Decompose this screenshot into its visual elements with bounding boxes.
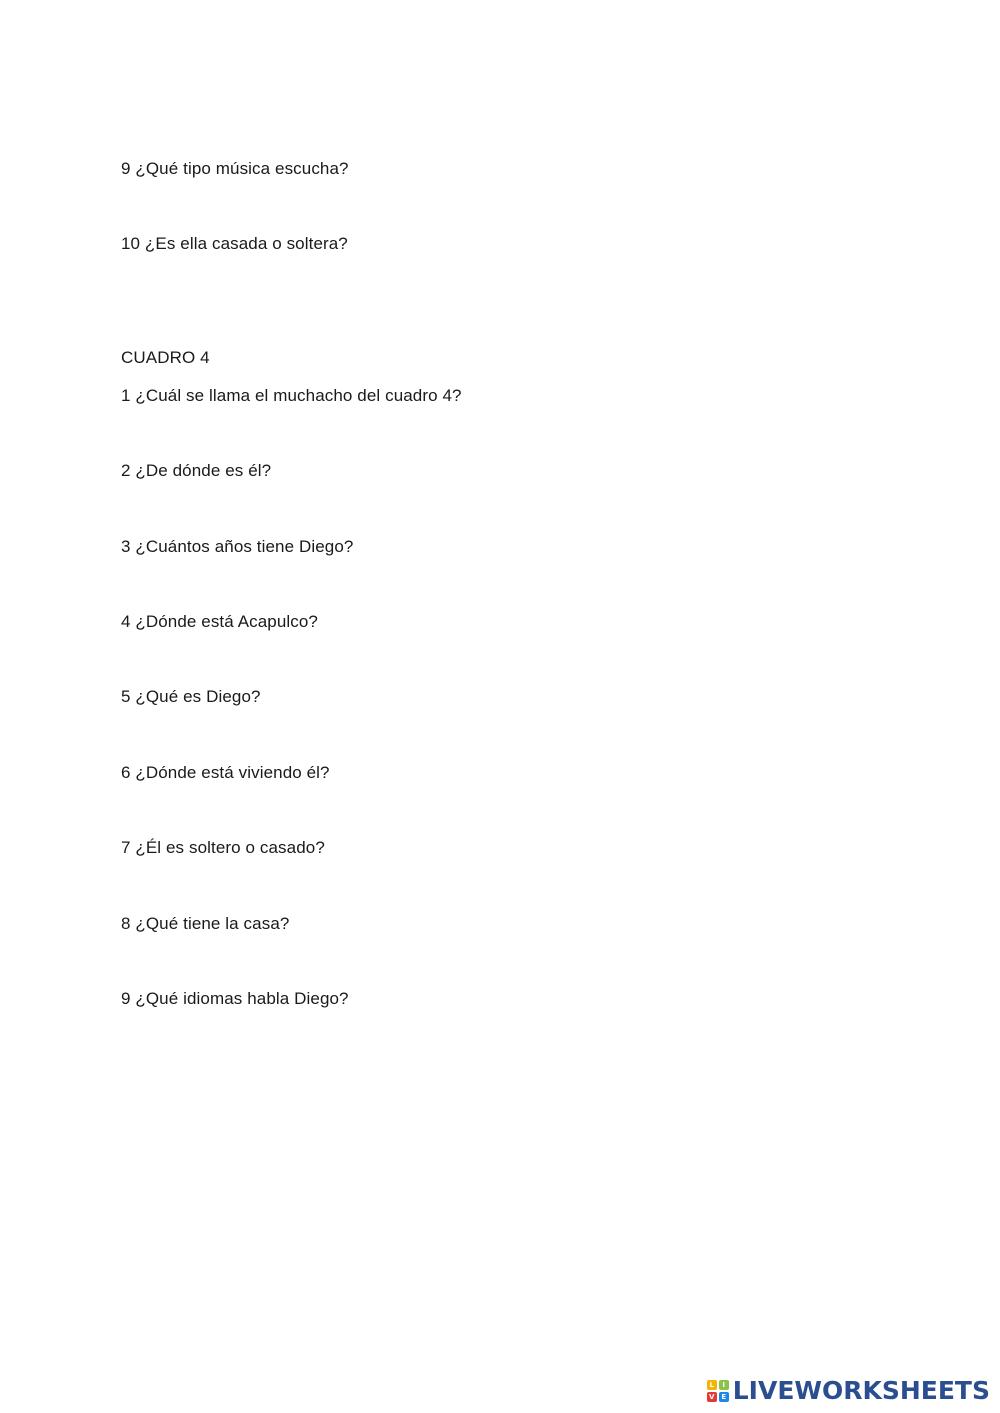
liveworksheets-logo — [707, 1377, 990, 1405]
question-4-acapulco: 4 ¿Dónde está Acapulco? — [121, 612, 318, 631]
question-8-house: 8 ¿Qué tiene la casa? — [121, 914, 290, 933]
question-3-age: 3 ¿Cuántos años tiene Diego? — [121, 537, 354, 556]
logo-mark-tile: V — [707, 1392, 717, 1402]
question-2-origin: 2 ¿De dónde es él? — [121, 461, 272, 480]
question-9-languages: 9 ¿Qué idiomas habla Diego? — [121, 989, 349, 1008]
question-1-name: 1 ¿Cuál se llama el muchacho del cuadro 4? — [121, 386, 462, 405]
question-5-occupation: 5 ¿Qué es Diego? — [121, 687, 261, 706]
question-10-married-single: 10 ¿Es ella casada o soltera? — [121, 234, 348, 253]
liveworksheets-logo-mark-icon — [707, 1380, 729, 1402]
logo-mark-tile: E — [719, 1392, 729, 1402]
logo-mark-tile: L — [707, 1380, 717, 1390]
liveworksheets-logo-text: LIVEWORKSHEETS — [732, 1376, 990, 1405]
question-9-music: 9 ¿Qué tipo música escucha? — [121, 159, 349, 178]
question-6-residence: 6 ¿Dónde está viviendo él? — [121, 763, 330, 782]
section-heading-cuadro-4: CUADRO 4 — [121, 348, 210, 367]
logo-mark-tile: I — [719, 1380, 729, 1390]
question-7-marital-status: 7 ¿Él es soltero o casado? — [121, 838, 325, 857]
